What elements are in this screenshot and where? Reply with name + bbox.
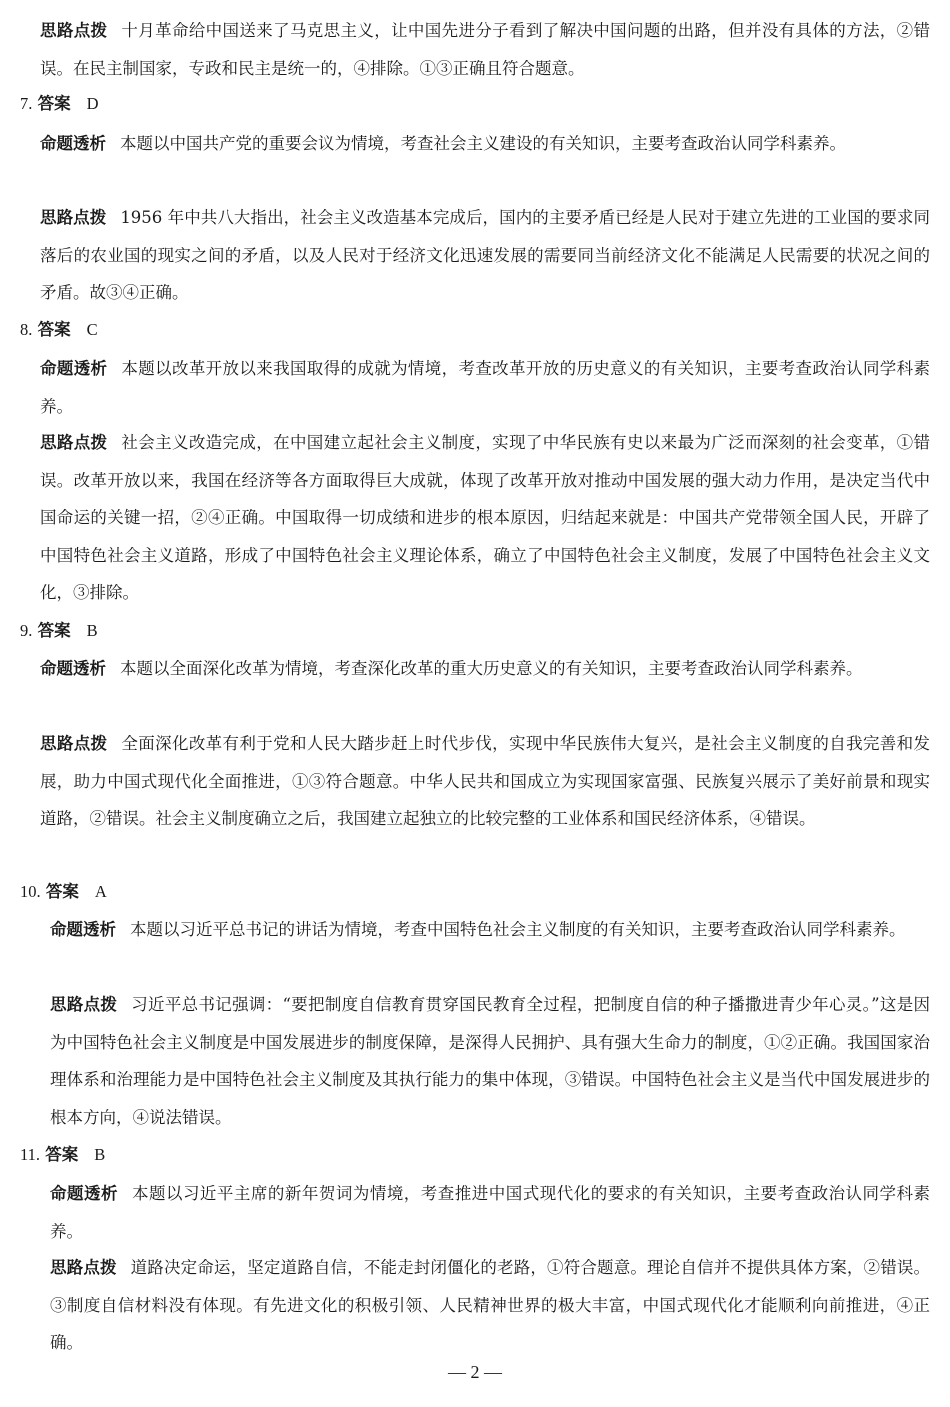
analysis-label: 思路点拨: [40, 208, 107, 227]
q9-intent: [40, 650, 930, 688]
q8-answer-row: [20, 318, 98, 342]
answer-label: 答案: [45, 1145, 79, 1164]
q11-answer-row: [20, 1143, 105, 1167]
q8-analysis: [40, 424, 930, 612]
analysis-label: 思路点拨: [40, 433, 108, 452]
q6-analysis: [40, 12, 930, 87]
question-number: 7.: [20, 94, 33, 113]
analysis-text: 社会主义改造完成，在中国建立起社会主义制度，实现了中华民族有史以来最为广泛而深刻的社会变革，①错误。改革开放以来，我国在经济等各方面取得巨大成就，体现了改革开放对推动中国发展的强大动力作用，是决定当代中国命运的关键一招，②④正确。中国取得一切成绩和进步的根本原因，归结起来就是：中国共产党带领全国人民，开辟了中国特色社会主义道路，形成了中国特色社会主义理论体系，确立了中国特色社会主义制度，发展了中国特色社会主义文化，③排除。: [40, 433, 931, 602]
q10-intent: [50, 911, 930, 949]
question-number: 9.: [20, 621, 33, 640]
intent-text: 本题以改革开放以来我国取得的成就为情境，考查改革开放的历史意义的有关知识，主要考查政治认同学科素养。: [40, 359, 931, 416]
q9-answer-row: [20, 619, 98, 643]
question-number: 8.: [20, 320, 33, 339]
intent-label: 命题透析: [50, 1184, 118, 1203]
analysis-label: 思路点拨: [40, 21, 108, 40]
answer-value: D: [86, 94, 99, 113]
intent-label: 命题透析: [40, 134, 106, 153]
intent-text: 本题以习近平总书记的讲话为情境，考查中国特色社会主义制度的有关知识，主要考查政治认同学科素养。: [130, 920, 906, 939]
answer-value: B: [94, 1145, 106, 1164]
q10-answer-row: [20, 880, 107, 904]
answer-label: 答案: [45, 882, 79, 901]
analysis-label: 思路点拨: [50, 995, 118, 1014]
q7-intent: [40, 125, 930, 163]
q7-analysis: [40, 199, 930, 312]
analysis-text: 道路决定命运，坚定道路自信，不能走封闭僵化的老路，①符合题意。理论自信并不提供具体方案，②错误。③制度自信材料没有体现。有先进文化的积极引领、人民精神世界的极大丰富，中国式现代化才能顺利向前推进，④正确。: [50, 1258, 931, 1352]
q9-analysis: [40, 725, 930, 838]
page-number: — 2 —: [448, 1362, 502, 1382]
intent-label: 命题透析: [50, 920, 116, 939]
q10-analysis: [50, 986, 930, 1136]
intent-text: 本题以习近平主席的新年贺词为情境，考查推进中国式现代化的要求的有关知识，主要考查政治认同学科素养。: [50, 1184, 931, 1241]
intent-text: 本题以中国共产党的重要会议为情境，考查社会主义建设的有关知识，主要考查政治认同学科素养。: [120, 134, 846, 153]
answer-value: C: [86, 320, 98, 339]
q11-intent: [50, 1175, 930, 1250]
intent-label: 命题透析: [40, 659, 106, 678]
analysis-label: 思路点拨: [50, 1258, 117, 1277]
answer-label: 答案: [37, 94, 71, 113]
question-number: 11.: [20, 1145, 41, 1164]
analysis-label: 思路点拨: [40, 734, 108, 753]
answer-label: 答案: [37, 621, 71, 640]
answer-label: 答案: [37, 320, 71, 339]
q8-intent: [40, 350, 930, 425]
answer-value: A: [94, 882, 107, 901]
analysis-text: 习近平总书记强调：“要把制度自信教育贯穿国民教育全过程，把制度自信的种子播撒进青少年心灵。”这是因为中国特色社会主义制度是中国发展进步的制度保障，是深得人民拥护、具有强大生命力的制度，①②正确。我国国家治理体系和治理能力是中国特色社会主义制度及其执行能力的集中体现，③错误。中国特色社会主义是当代中国发展进步的根本方向，④说法错误。: [50, 995, 931, 1127]
analysis-text: 全面深化改革有利于党和人民大踏步赶上时代步伐，实现中华民族伟大复兴，是社会主义制度的自我完善和发展，助力中国式现代化全面推进，①③符合题意。中华人民共和国成立为实现国家富强、民族复兴展示了美好前景和现实道路，②错误。社会主义制度确立之后，我国建立起独立的比较完整的工业体系和国民经济体系，④错误。: [40, 734, 931, 828]
q7-answer-row: [20, 92, 99, 116]
q11-analysis: [50, 1249, 930, 1362]
answer-value: B: [86, 621, 98, 640]
analysis-text: 1956 年中共八大指出，社会主义改造基本完成后，国内的主要矛盾已经是人民对于建立先进的工业国的要求同落后的农业国的现实之间的矛盾，以及人民对于经济文化迅速发展的需要同当前经济文化不能满足人民需要的状况之间的矛盾。故③④正确。: [40, 208, 930, 302]
intent-label: 命题透析: [40, 359, 108, 378]
question-number: 10.: [20, 882, 41, 901]
analysis-text: 十月革命给中国送来了马克思主义，让中国先进分子看到了解决中国问题的出路，但并没有具体的方法，②错误。在民主制国家，专政和民主是统一的，④排除。①③正确且符合题意。: [40, 21, 931, 78]
intent-text: 本题以全面深化改革为情境，考查深化改革的重大历史意义的有关知识，主要考查政治认同学科素养。: [120, 659, 863, 678]
